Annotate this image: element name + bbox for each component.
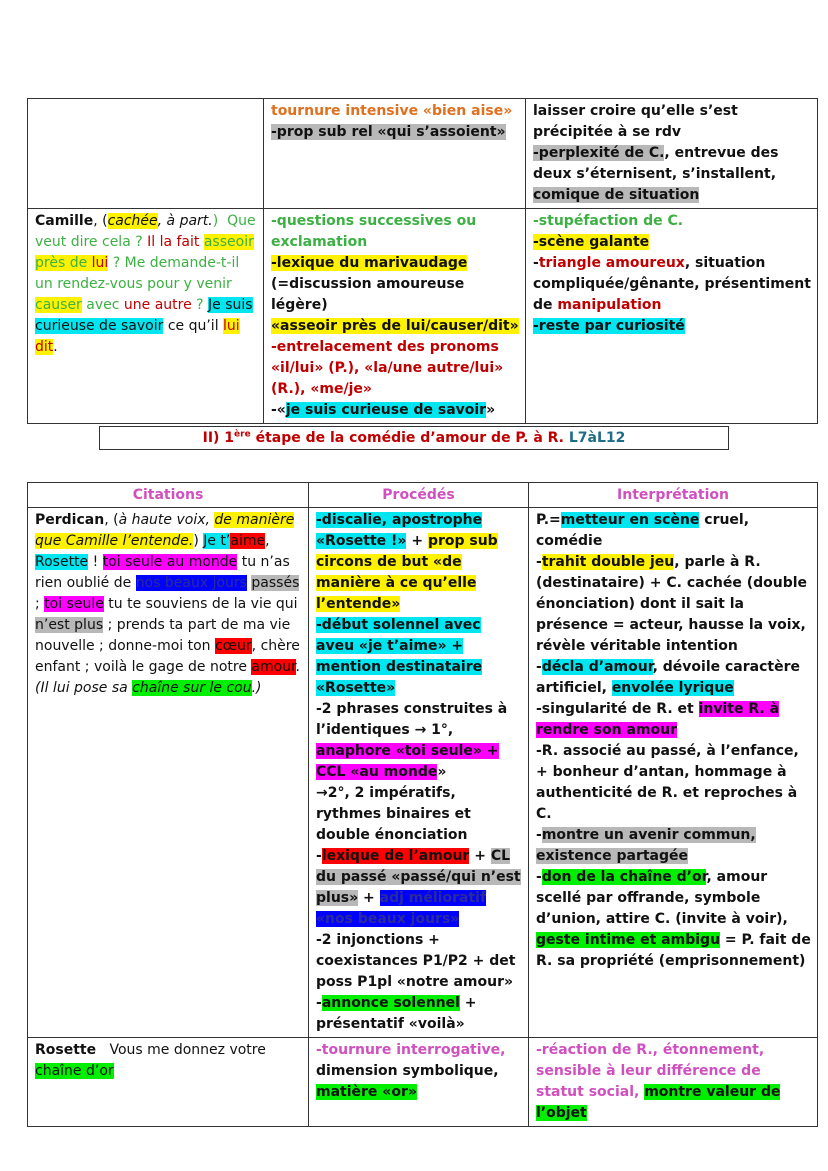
citation-text: lui dit (35, 318, 240, 355)
interpretation-text: -scène galante (533, 234, 650, 250)
procede-text: -tournure interrogative, (316, 1042, 506, 1058)
interpretation-text: , situation compliquée/gênante, présentiment de (533, 255, 811, 313)
citation-text: ! (88, 554, 103, 570)
citation-text: asseoir (203, 234, 254, 250)
column-header-interpretation: Interprétation (529, 483, 818, 508)
citation-text: toi seule (44, 596, 104, 612)
citation-text: Je suis curieuse de savoir (35, 297, 253, 334)
interpretation-text: , amour scellé par offrande, symbole d’union, attire C. (invite à voir), (536, 869, 788, 927)
procede-text: annonce solennel (321, 995, 460, 1011)
procede-text: - (316, 848, 322, 864)
citation-text: nos beaux jours (135, 575, 247, 591)
procede-text: - (316, 995, 322, 1011)
interpretation-text: invite R. à rendre son amour (536, 701, 780, 738)
citation-text: Vous me donnez votre (109, 1042, 266, 1058)
citation-text: amour (251, 659, 296, 675)
citation-text: ce qu’il (163, 318, 224, 334)
procede-text: dimension symbolique, (316, 1063, 499, 1079)
interpretation-text: envolée lyrique (611, 680, 734, 696)
procedes-cell (309, 1038, 529, 1127)
citation-text: de manière que Camille l’entende. (35, 512, 295, 549)
procedes-cell (264, 209, 526, 424)
procede-text: adj mélioratif «nos beaux jours» (316, 890, 487, 927)
procede-text: (=discussion amoureuse légère) (271, 276, 465, 313)
procede-text: » (486, 402, 496, 418)
citation-text: Rosette (35, 554, 89, 570)
citation-text: une autre (123, 297, 192, 313)
citation-text: avec (81, 297, 124, 313)
interpretation-text: - (536, 869, 542, 885)
column-header-procedes: Procédés (309, 483, 529, 508)
citation-text: à haute voix, (118, 512, 215, 528)
citation-text: , à part. (157, 213, 213, 229)
citation-text: n’est plus (35, 617, 104, 633)
procede-text: -début solennel avec aveu «je t’aime» + mention destinataire «Rosette» (316, 617, 483, 696)
interpretation-text: = P. fait de R. sa propriété (emprisonnement) (536, 932, 811, 969)
procede-text: -lexique du marivaudage (271, 255, 468, 271)
procede-text: je suis curieuse de savoir (285, 402, 487, 418)
procede-text: anaphore «toi seule» + CCL «au monde (316, 743, 499, 780)
citation-cell (28, 508, 309, 1038)
procede-text: -entrelacement des pronoms «il/lui» (P.), «la/une autre/lui» (R.), «me/je» (271, 339, 504, 397)
citation-text: cachée (107, 213, 158, 229)
procede-text: -« (271, 402, 286, 418)
procedes-cell (309, 508, 529, 1038)
section-title-ref: L7àL12 (568, 430, 626, 446)
citation-text: ) (193, 533, 199, 549)
table-row (28, 99, 818, 209)
procede-text: -questions successives ou exclamation (271, 213, 477, 250)
speaker-name: Perdican (35, 512, 105, 528)
speaker-name: Camille (35, 213, 94, 229)
procede-text: CL du passé «passé/qui n’est plus» (316, 848, 521, 906)
interpretation-text: -R. associé au passé, à l’enfance, + bonheur d’antan, hommage à authenticité de R. et reproches à C. (536, 743, 799, 822)
table-row (28, 209, 818, 424)
citation-text: , ( (104, 512, 119, 528)
speaker-name: Rosette (35, 1042, 97, 1058)
interpretation-cell (529, 508, 818, 1038)
citation-text: . (53, 339, 58, 355)
citation-text: ; (35, 596, 45, 612)
interpretation-text: décla d’amour (541, 659, 653, 675)
section-title-prefix: II) 1 (202, 430, 235, 446)
citation-text: Je t’ (203, 533, 231, 549)
citation-text: , ( (93, 213, 108, 229)
interpretation-cell (529, 1038, 818, 1127)
column-header-citations: Citations (28, 483, 309, 508)
citation-text: Que veut dire cela ? (35, 213, 256, 250)
citation-text: tu te souviens de la vie qui (103, 596, 298, 612)
interpretation-text: - (536, 659, 542, 675)
procede-text: -2 injonctions + coexistances P1/P2 + det poss P1pl «notre amour» (316, 932, 516, 990)
citation-text: ? Me demande-t-il un rendez-vous pour y venir (35, 255, 240, 292)
citation-text: passés (251, 575, 300, 591)
section-title (99, 426, 729, 450)
interpretation-text: don de la chaîne d’or (541, 869, 707, 885)
interpretation-text: metteur en scène (560, 512, 700, 528)
citation-text: chaîne d’or (35, 1063, 114, 1079)
interpretation-text: - (536, 554, 542, 570)
citation-cell-empty (28, 99, 264, 209)
citation-text: près de (35, 255, 92, 271)
procede-text: + présentatif «voilà» (316, 995, 477, 1032)
citation-text: ) (212, 213, 219, 229)
section-title-sup: ère (234, 429, 251, 440)
interpretation-text: , dévoile caractère artificiel, (536, 659, 800, 696)
interpretation-text: P.= (536, 512, 561, 528)
procede-text: » (437, 764, 447, 780)
interpretation-text: triangle amoureux (538, 255, 685, 271)
citation-text: toi seule au monde (102, 554, 238, 570)
table-row (28, 508, 818, 1038)
interpretation-text: - (533, 255, 539, 271)
citation-text: ; prends ta part de ma vie nouvelle ; donne-moi ton (35, 617, 291, 654)
citation-text: . (295, 659, 300, 675)
interpretation-cell (526, 99, 818, 209)
analysis-table-bottom (27, 482, 818, 1127)
interpretation-text: montre valeur de l’objet (536, 1084, 781, 1121)
citation-text: ? (191, 297, 209, 313)
interpretation-text: -réaction de R., étonnement, sensible à leur différence de statut social, (536, 1042, 765, 1100)
procede-text: + (469, 848, 491, 864)
interpretation-text: -reste par curiosité (533, 318, 685, 334)
table-row (28, 1038, 818, 1127)
interpretation-text: laisser croire qu’elle s’est précipitée à se rdv (533, 103, 738, 140)
citation-text: lui (91, 255, 109, 271)
header-row (28, 483, 818, 508)
interpretation-text: cruel, comédie (536, 512, 750, 549)
citation-text: aime (230, 533, 266, 549)
interpretation-text: montre un avenir commun, existence partagée (536, 827, 756, 864)
procede-text: matière «or» (316, 1084, 417, 1100)
procede-text: -discalie, apostrophe «Rosette !» (316, 512, 483, 549)
section-title-text: étape de la comédie d’amour de P. à R. (250, 430, 569, 446)
citation-text: chaîne sur le cou (132, 680, 252, 696)
citation-text: , (265, 533, 270, 549)
interpretation-text: , parle à R. (destinataire) + C. cachée (double énonciation) dont il sait la présence = acteur, hausse la voix, révèle véritable intention (536, 554, 808, 654)
citation-text: Il la fait (147, 234, 204, 250)
interpretation-text: trahit double jeu (541, 554, 675, 570)
procede-text: prop sub circons de but «de manière à ce qu’elle l’entende» (316, 533, 498, 612)
citation-text: .) (251, 680, 262, 696)
procede-text: + (406, 533, 428, 549)
procede-text: -prop sub rel «qui s’assoient» (271, 124, 506, 140)
analysis-table-top (27, 98, 818, 424)
interpretation-text: comique de situation (533, 187, 700, 203)
interpretation-text: manipulation (557, 297, 662, 313)
citation-text: tu n’as rien oublié de (35, 554, 290, 591)
interpretation-text: geste intime et ambigu (536, 932, 721, 948)
procede-text: →2°, 2 impératifs, rythmes binaires et double énonciation (316, 785, 471, 843)
procede-text: + (358, 890, 380, 906)
citation-text: , chère enfant ; voilà le gage de notre (35, 638, 300, 675)
procede-text: tournure intensive «bien aise» (271, 103, 513, 119)
procede-text: -2 phrases construites à l’identiques → 1°, (316, 701, 508, 738)
interpretation-text: -perplexité de C. (533, 145, 665, 161)
interpretation-text: - (536, 827, 542, 843)
procede-text: lexique de l’amour (321, 848, 470, 864)
interpretation-text: -stupéfaction de C. (533, 213, 684, 229)
procede-text: «asseoir près de lui/causer/dit» (271, 318, 519, 334)
interpretation-text: , entrevue des deux s’éternisent, s’installent, (533, 145, 779, 182)
citation-text: causer (35, 297, 82, 313)
interpretation-cell (526, 209, 818, 424)
citation-cell (28, 209, 264, 424)
procedes-cell (264, 99, 526, 209)
interpretation-text: -singularité de R. et (536, 701, 699, 717)
citation-cell (28, 1038, 309, 1127)
citation-text: cœur (215, 638, 252, 654)
citation-text: (Il lui pose sa (35, 680, 133, 696)
